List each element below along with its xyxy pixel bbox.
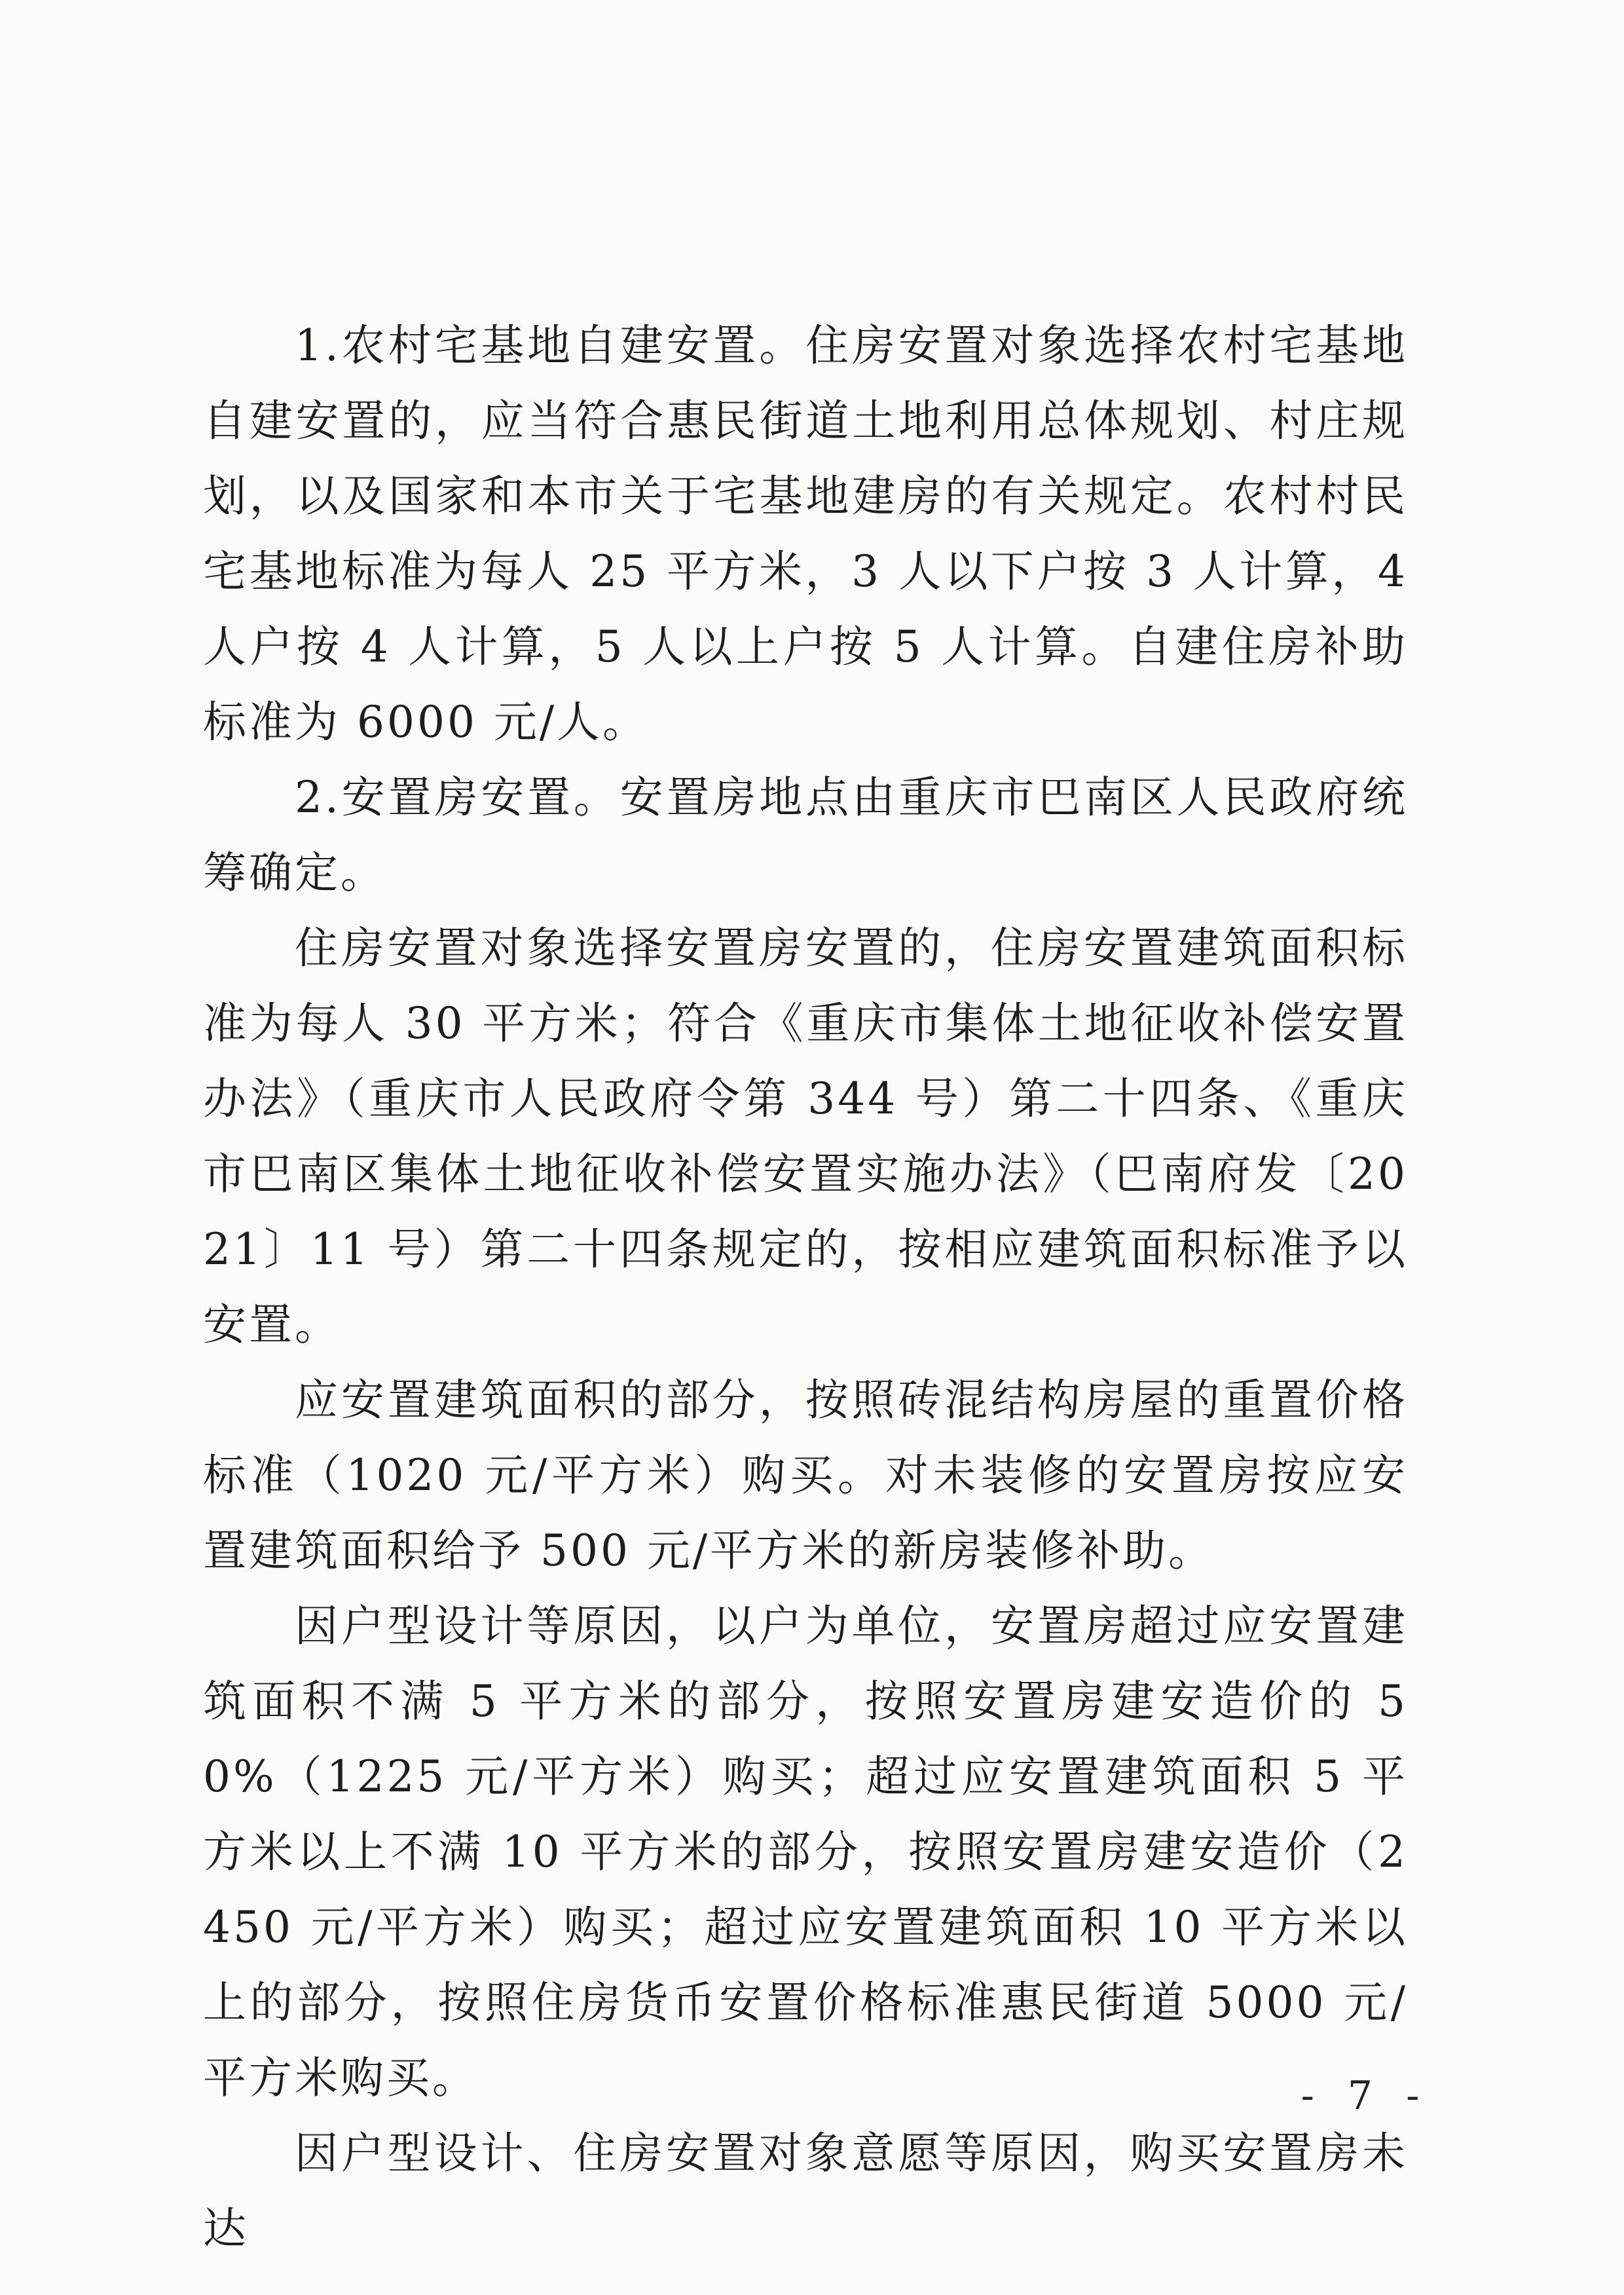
body-text <box>203 308 1408 2266</box>
paragraph-excess-area: 因户型设计等原因，以户为单位，安置房超过应安置建筑面积不满 5 平方米的部分，按照安置房建安造价的 50%（1225 元/平方米）购买；超过应安置建筑面积 5 平方米以上不满 10 平方米的部分，按照安置房建安造价（2450 元/平方米）购买；超过应安置建筑面积 10 平方米以上的部分，按照住房货币安置价格标准惠民街道 5000 元/平方米购买。 <box>203 1601 1408 2103</box>
paragraph-homestead-self-build: 1.农村宅基地自建安置。住房安置对象选择农村宅基地自建安置的，应当符合惠民街道土地利用总体规划、村庄规划，以及国家和本市关于宅基地建房的有关规定。农村村民宅基地标准为每人 25 平方米，3 人以下户按 3 人计算，4 人户按 4 人计算，5 人以上户按 5 人计算。自建住房补助标准为 6000 元/人。 <box>203 320 1408 747</box>
paragraph-purchase-price: 应安置建筑面积的部分，按照砖混结构房屋的重置价格标准（1020 元/平方米）购买。对未装修的安置房按应安置建筑面积给予 500 元/平方米的新房装修补助。 <box>203 1375 1408 1576</box>
page-number: - 7 - <box>1301 2073 1430 2119</box>
paragraph-resettlement-housing: 2.安置房安置。安置房地点由重庆市巴南区人民政府统筹确定。 <box>203 772 1408 898</box>
paragraph-shortfall-area: 因户型设计、住房安置对象意愿等原因，购买安置房未达 <box>203 2128 1408 2254</box>
paragraph-area-standard: 住房安置对象选择安置房安置的，住房安置建筑面积标准为每人 30 平方米；符合《重庆市集体土地征收补偿安置办法》（重庆市人民政府令第 344 号）第二十四条、《重庆市巴南区集体土地征收补偿安置实施办法》（巴南府发〔2021〕11 号）第二十四条规定的，按相应建筑面积标准予以安置。 <box>203 923 1408 1350</box>
